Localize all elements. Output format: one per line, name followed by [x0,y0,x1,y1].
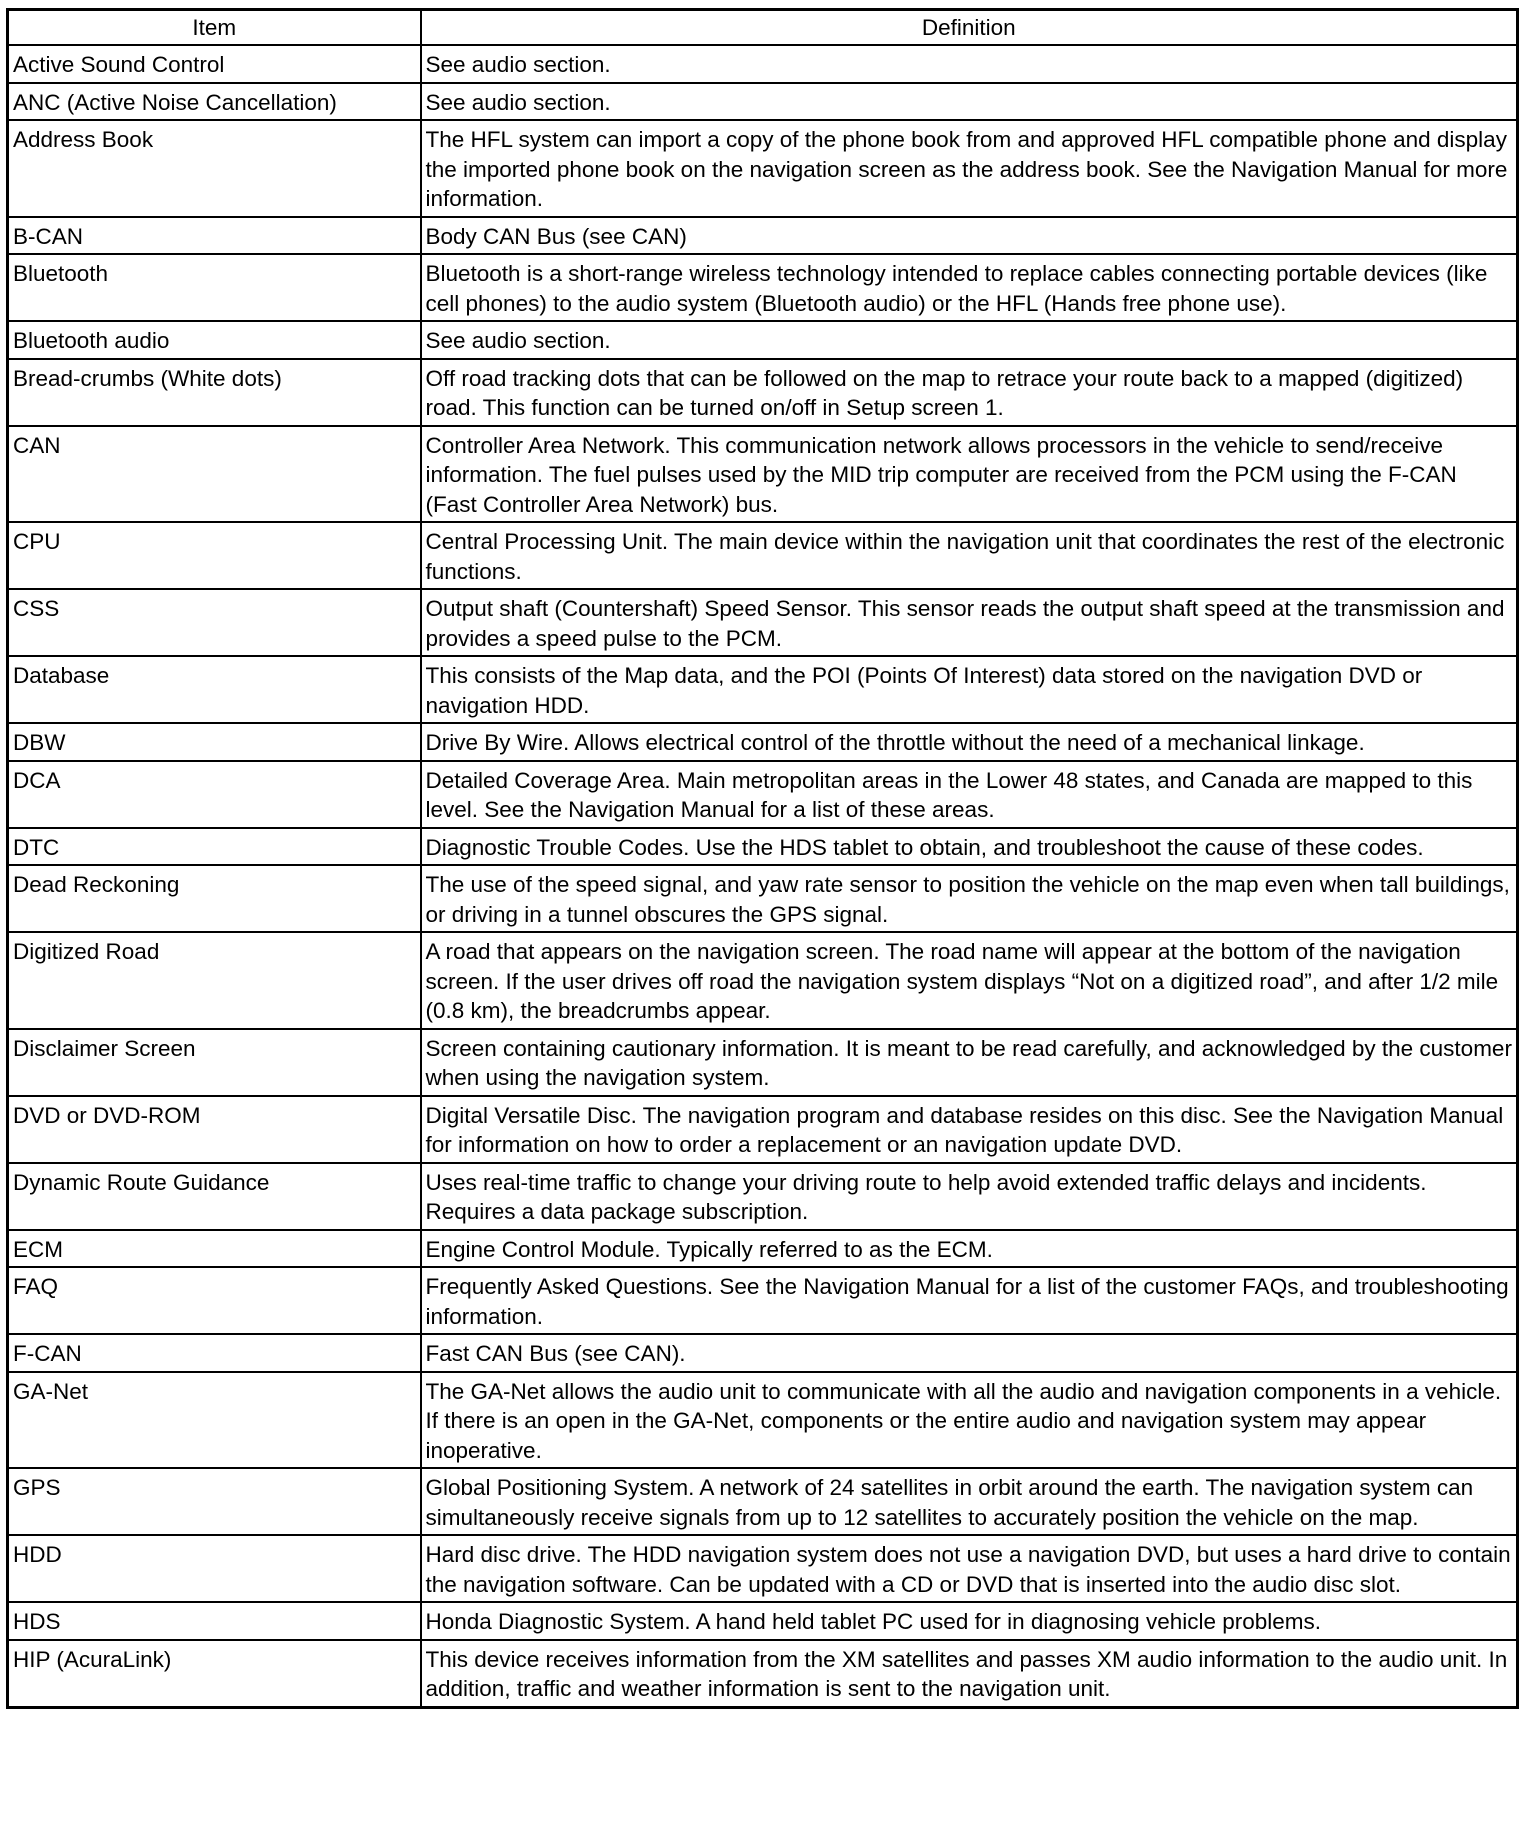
table-row [8,1029,1518,1096]
definition-cell: Detailed Coverage Area. Main metropolitan areas in the Lower 48 states, and Canada are mapped to this level. See the Navigation Manual for a list of these areas. [421,761,1518,828]
item-cell: Database [8,656,421,723]
table-row [8,522,1518,589]
definition-cell: Output shaft (Countershaft) Speed Sensor. This sensor reads the output shaft speed at the transmission and provides a speed pulse to the PCM. [421,589,1518,656]
item-cell: ECM [8,1230,421,1268]
table-row [8,321,1518,359]
table-row [8,1334,1518,1372]
item-cell: GPS [8,1468,421,1535]
item-cell: B-CAN [8,217,421,255]
column-header-definition: Definition [421,10,1518,46]
table-row [8,865,1518,932]
table-row [8,1163,1518,1230]
table-row [8,828,1518,866]
item-cell: Dead Reckoning [8,865,421,932]
item-cell: Digitized Road [8,932,421,1029]
definition-cell: Bluetooth is a short-range wireless technology intended to replace cables connecting portable devices (like cell phones) to the audio system (Bluetooth audio) or the HFL (Hands free phone use). [421,254,1518,321]
table-row [8,656,1518,723]
item-cell: HIP (AcuraLink) [8,1640,421,1708]
definition-cell: Screen containing cautionary information. It is meant to be read carefully, and acknowledged by the customer when using the navigation system. [421,1029,1518,1096]
definition-cell: Body CAN Bus (see CAN) [421,217,1518,255]
definition-cell: This device receives information from the XM satellites and passes XM audio information to the audio unit. In addition, traffic and weather information is sent to the navigation unit. [421,1640,1518,1708]
table-row [8,1267,1518,1334]
table-row [8,426,1518,523]
definition-cell: Digital Versatile Disc. The navigation program and database resides on this disc. See the Navigation Manual for information on how to order a replacement or an navigation update DVD. [421,1096,1518,1163]
table-row [8,45,1518,83]
table-row [8,1602,1518,1640]
definition-cell: Global Positioning System. A network of 24 satellites in orbit around the earth. The navigation system can simultaneously receive signals from up to 12 satellites to accurately position the vehicle on the map. [421,1468,1518,1535]
definition-cell: Controller Area Network. This communication network allows processors in the vehicle to send/receive information. The fuel pulses used by the MID trip computer are received from the PCM using the F-CAN (Fast Controller Area Network) bus. [421,426,1518,523]
table-row [8,761,1518,828]
definition-cell: Honda Diagnostic System. A hand held tablet PC used for in diagnosing vehicle problems. [421,1602,1518,1640]
definition-cell: Uses real-time traffic to change your driving route to help avoid extended traffic delays and incidents. Requires a data package subscription. [421,1163,1518,1230]
definition-cell: Central Processing Unit. The main device within the navigation unit that coordinates the rest of the electronic functions. [421,522,1518,589]
item-cell: Disclaimer Screen [8,1029,421,1096]
definition-cell: The GA-Net allows the audio unit to communicate with all the audio and navigation components in a vehicle. If there is an open in the GA-Net, components or the entire audio and navigation system may appear inoperative. [421,1372,1518,1469]
item-cell: GA-Net [8,1372,421,1469]
definition-cell: A road that appears on the navigation screen. The road name will appear at the bottom of the navigation screen. If the user drives off road the navigation system displays “Not on a digitized road”, and after 1/2 mile (0.8 km), the breadcrumbs appear. [421,932,1518,1029]
item-cell: F-CAN [8,1334,421,1372]
table-row [8,83,1518,121]
item-cell: Dynamic Route Guidance [8,1163,421,1230]
table-row [8,1372,1518,1469]
table-row [8,1096,1518,1163]
header-row [8,10,1518,46]
table-row [8,1640,1518,1708]
item-cell: DBW [8,723,421,761]
table-row [8,1468,1518,1535]
item-cell: DCA [8,761,421,828]
definition-cell: This consists of the Map data, and the POI (Points Of Interest) data stored on the navigation DVD or navigation HDD. [421,656,1518,723]
item-cell: ANC (Active Noise Cancellation) [8,83,421,121]
item-cell: Bluetooth [8,254,421,321]
table-row [8,723,1518,761]
definition-cell: Hard disc drive. The HDD navigation system does not use a navigation DVD, but uses a hard drive to contain the navigation software. Can be updated with a CD or DVD that is inserted into the audio disc slot. [421,1535,1518,1602]
table-row [8,1230,1518,1268]
table-body [8,45,1518,1707]
item-cell: FAQ [8,1267,421,1334]
table-row [8,217,1518,255]
item-cell: DTC [8,828,421,866]
item-cell: Active Sound Control [8,45,421,83]
table-row [8,120,1518,217]
item-cell: Bread-crumbs (White dots) [8,359,421,426]
item-cell: Address Book [8,120,421,217]
definition-cell: Engine Control Module. Typically referred to as the ECM. [421,1230,1518,1268]
table-row [8,359,1518,426]
definition-cell: See audio section. [421,321,1518,359]
definition-cell: See audio section. [421,45,1518,83]
item-cell: CPU [8,522,421,589]
glossary-table [6,8,1519,1709]
column-header-item: Item [8,10,421,46]
item-cell: Bluetooth audio [8,321,421,359]
definition-cell: Drive By Wire. Allows electrical control of the throttle without the need of a mechanical linkage. [421,723,1518,761]
definition-cell: The use of the speed signal, and yaw rate sensor to position the vehicle on the map even when tall buildings, or driving in a tunnel obscures the GPS signal. [421,865,1518,932]
definition-cell: Frequently Asked Questions. See the Navigation Manual for a list of the customer FAQs, and troubleshooting information. [421,1267,1518,1334]
table-row [8,589,1518,656]
definition-cell: The HFL system can import a copy of the phone book from and approved HFL compatible phone and display the imported phone book on the navigation screen as the address book. See the Navigation Manual for more information. [421,120,1518,217]
item-cell: DVD or DVD-ROM [8,1096,421,1163]
item-cell: CSS [8,589,421,656]
table-header [8,10,1518,46]
table-row [8,1535,1518,1602]
definition-cell: See audio section. [421,83,1518,121]
table-row [8,932,1518,1029]
table-row [8,254,1518,321]
definition-cell: Off road tracking dots that can be followed on the map to retrace your route back to a mapped (digitized) road. This function can be turned on/off in Setup screen 1. [421,359,1518,426]
item-cell: HDD [8,1535,421,1602]
item-cell: HDS [8,1602,421,1640]
definition-cell: Fast CAN Bus (see CAN). [421,1334,1518,1372]
item-cell: CAN [8,426,421,523]
definition-cell: Diagnostic Trouble Codes. Use the HDS tablet to obtain, and troubleshoot the cause of these codes. [421,828,1518,866]
